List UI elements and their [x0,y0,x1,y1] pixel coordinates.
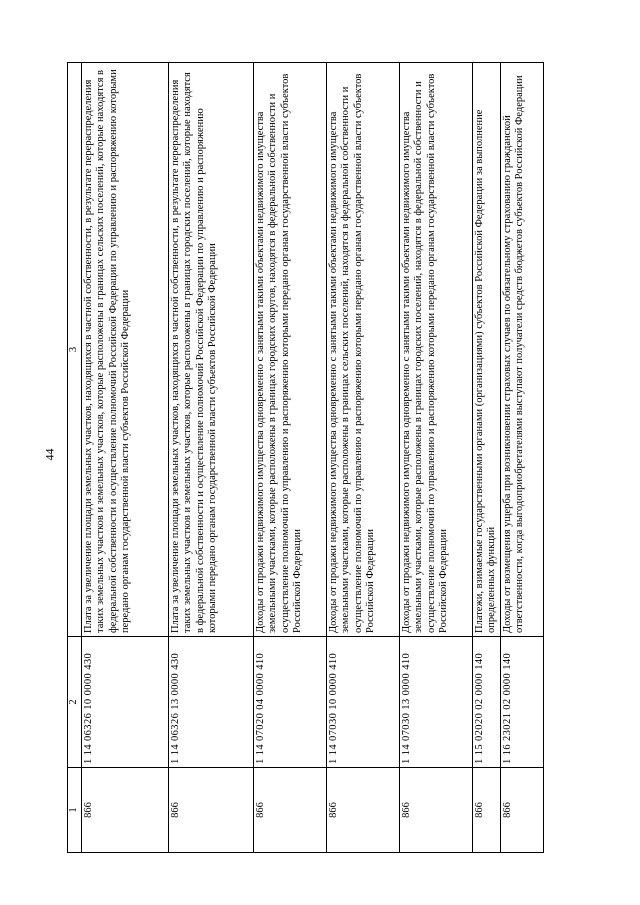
table-row [81,63,168,853]
admin-code-cell: 866 [399,768,472,853]
table-row [399,63,472,853]
kbk-cell: 1 14 07030 13 0000 410 [399,637,472,768]
table-row [168,63,253,853]
kbk-cell: 1 15 02020 02 0000 140 [472,637,500,768]
kbk-cell: 1 14 06326 10 0000 430 [81,637,168,768]
admin-code-cell: 866 [326,768,399,853]
kbk-cell: 1 14 07030 10 0000 410 [326,637,399,768]
admin-code-cell: 866 [168,768,253,853]
revenue-codes-table [67,62,544,853]
column-header-2: 2 [68,637,82,768]
column-header-3: 3 [68,63,82,637]
column-header-1: 1 [68,768,82,853]
kbk-cell: 1 14 07020 04 0000 410 [253,637,326,768]
revenue-name-cell: Доходы от продажи недвижимого имущества одновременно с занятыми такими объектами недвижимого имущества земельными участками, которые расположены в границах городских округов, находятся в федеральной собственности и осуществление полномочий по управлению и распоряжению которыми передано органам государственной власти субъектов Российской Федерации [253,63,326,637]
revenue-name-cell: Доходы от возмещения ущерба при возникновении страховых случаев по обязательному страхованию гражданской ответственности, когда выгодоприобретателями выступают получатели средств бюджетов субъектов Российской Федерации [500,63,543,637]
revenue-name-cell: Доходы от продажи недвижимого имущества одновременно с занятыми такими объектами недвижимого имущества земельными участками, которые расположены в границах городских поселений, находятся в федеральной собственности и осуществление полномочий по управлению и распоряжению которыми передано органам государственной власти субъектов Российской Федерации [399,63,472,637]
admin-code-cell: 866 [81,768,168,853]
revenue-name-cell: Платежи, взимаемые государственными органами (организациями) субъектов Российской Федерации за выполнение определенных функций [472,63,500,637]
revenue-name-cell: Плата за увеличение площади земельных участков, находящихся в частной собственности, в результате перераспределения таких земельных участков и земельных участков, которые расположены в границах городских поселений, которые находятся в федеральной собственности и осуществление полномочий Российской Федерации по управлению и распоряжению которыми передано органам государственной власти субъектов Российской Федерации [168,63,253,637]
admin-code-cell: 866 [500,768,543,853]
rotated-table-container [67,63,534,853]
table-row [326,63,399,853]
table-row [500,63,543,853]
kbk-cell: 1 16 23021 02 0000 140 [500,637,543,768]
table-header-row [68,63,82,853]
admin-code-cell: 866 [472,768,500,853]
revenue-name-cell: Плата за увеличение площади земельных участков, находящихся в частной собственности, в результате перераспределения таких земельных участков и земельных участков, которые расположены в границах сельских поселений, которые находятся в федеральной собственности и осуществление полномочий Российской Федерации по управлению и распоряжению которыми передано органам государственной власти субъектов Российской Федерации [81,63,168,637]
table-row [472,63,500,853]
revenue-name-cell: Доходы от продажи недвижимого имущества одновременно с занятыми такими объектами недвижимого имущества земельными участками, которые расположены в границах сельских поселений, находятся в федеральной собственности и осуществление полномочий по управлению и распоряжению которыми передано органам государственной власти субъектов Российской Федерации [326,63,399,637]
kbk-cell: 1 14 06326 13 0000 430 [168,637,253,768]
page-number: 44 [42,448,57,461]
table-row [253,63,326,853]
admin-code-cell: 866 [253,768,326,853]
